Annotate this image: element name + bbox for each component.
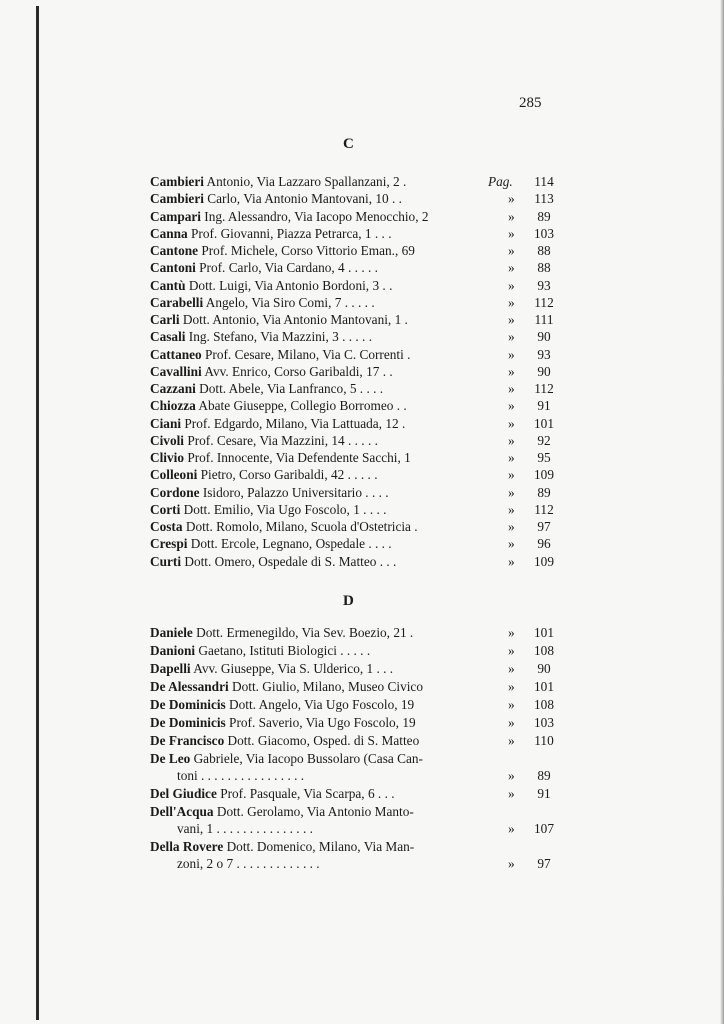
entry-details: Pietro, Corso Garibaldi, 42 . . . . .	[200, 467, 378, 483]
entry-continuation: zoni, 2 o 7 . . . . . . . . . . . . .	[177, 856, 320, 871]
index-entry	[150, 535, 560, 552]
entry-text	[150, 363, 393, 380]
page-reference: 109	[534, 467, 554, 483]
index-entry	[150, 225, 560, 242]
entry-continuation: toni . . . . . . . . . . . . . . . .	[177, 768, 305, 783]
entry-surname: Danioni	[150, 643, 196, 658]
page-marker: »	[508, 277, 515, 293]
entry-text	[150, 535, 392, 552]
page-reference: 108	[534, 697, 554, 712]
index-entry	[150, 208, 560, 225]
page-reference: 91	[537, 786, 551, 801]
index-entry	[150, 173, 560, 190]
entry-surname: De Leo	[150, 751, 191, 766]
page-marker: »	[508, 821, 515, 836]
entry-text	[150, 225, 392, 242]
page-reference: 88	[537, 243, 551, 258]
entry-surname: Cantoni	[150, 260, 196, 276]
entry-details: Dott. Giacomo, Osped. di S. Matteo	[227, 733, 420, 748]
entry-details: Prof. Michele, Corso Vittorio Eman., 69	[201, 243, 415, 258]
page-reference: 89	[537, 208, 551, 224]
page-reference: 97	[537, 519, 551, 534]
page-marker: »	[508, 679, 515, 694]
page-reference: 90	[537, 329, 551, 345]
page-marker: »	[508, 294, 515, 310]
page-marker: »	[508, 381, 515, 396]
entry-details: Dott. Luigi, Via Antonio Bordoni, 3 . .	[188, 277, 393, 293]
page-marker: »	[508, 329, 515, 345]
page-reference: 103	[534, 225, 554, 241]
index-entry	[150, 397, 560, 414]
entry-text	[150, 732, 419, 749]
entry-surname: Cantone	[150, 243, 199, 258]
entry-text	[150, 838, 414, 855]
entry-details: Dott. Giulio, Milano, Museo Civico	[232, 679, 423, 694]
entry-details: Avv. Giuseppe, Via S. Ulderico, 1 . . .	[193, 661, 394, 676]
page-reference: 97	[537, 856, 551, 871]
entry-text	[150, 190, 402, 207]
page-marker: »	[508, 697, 515, 712]
entry-text	[150, 803, 414, 820]
page-marker: »	[508, 643, 515, 658]
index-entry	[150, 484, 560, 501]
entry-text	[150, 173, 406, 190]
page-reference: 113	[534, 191, 554, 207]
entry-text	[150, 660, 393, 677]
entry-text	[150, 553, 396, 570]
page-edge-shadow	[720, 0, 724, 1024]
index-entry	[150, 642, 560, 659]
entry-surname: De Dominicis	[150, 715, 226, 730]
index-entry	[150, 190, 560, 207]
entry-text	[150, 714, 416, 731]
page-marker: »	[508, 260, 515, 276]
page-marker: »	[508, 856, 515, 871]
entry-details: Dott. Abele, Via Lanfranco, 5 . . . .	[199, 381, 384, 396]
entry-text	[150, 466, 378, 483]
entry-details: Prof. Cesare, Via Mazzini, 14 . . . . .	[187, 432, 378, 448]
entry-surname: Carabelli	[150, 294, 204, 310]
entry-surname: Civoli	[150, 432, 184, 448]
entry-details: Dott. Emilio, Via Ugo Foscolo, 1 . . . .	[183, 501, 387, 517]
page-marker: »	[508, 768, 515, 783]
entry-surname: Daniele	[150, 625, 193, 640]
page-reference: 91	[537, 398, 551, 414]
page-reference: 108	[534, 643, 554, 658]
index-entry	[150, 838, 560, 872]
entry-surname: Canna	[150, 225, 188, 241]
page-reference: 90	[537, 661, 551, 676]
entry-surname: Cantù	[150, 277, 186, 293]
entry-surname: Colleoni	[150, 467, 198, 483]
entry-details: Dott. Gerolamo, Via Antonio Manto-	[216, 804, 414, 819]
index-entry	[150, 328, 560, 345]
index-entry	[150, 432, 560, 449]
index-entry	[150, 415, 560, 432]
entry-surname: Dapelli	[150, 661, 191, 676]
entry-surname: Cambieri	[150, 191, 204, 207]
index-entry	[150, 660, 560, 677]
page-marker: »	[508, 536, 515, 552]
entry-details: Prof. Cesare, Milano, Via C. Correnti .	[205, 346, 411, 362]
entry-details: Prof. Carlo, Via Cardano, 4 . . . . .	[199, 260, 378, 276]
page-marker: »	[508, 625, 515, 640]
index-entry	[150, 294, 560, 311]
entry-surname: De Alessandri	[150, 679, 229, 694]
entry-details: Prof. Edgardo, Milano, Via Lattuada, 12 .	[184, 415, 406, 431]
index-entry	[150, 466, 560, 483]
entry-text	[150, 449, 411, 466]
entry-details: Dott. Domenico, Milano, Via Man-	[226, 839, 415, 854]
entry-surname: Costa	[150, 519, 183, 534]
entry-text	[150, 346, 410, 363]
entry-text	[150, 624, 413, 641]
page-reference: 111	[534, 312, 554, 327]
entry-surname: Cavallini	[150, 363, 202, 379]
entry-surname: Crespi	[150, 536, 188, 552]
page-marker: »	[508, 346, 515, 362]
index-entry	[150, 750, 560, 784]
entry-surname: De Francisco	[150, 733, 225, 748]
entry-text	[150, 518, 418, 535]
entry-details: Angelo, Via Siro Comi, 7 . . . . .	[205, 294, 375, 310]
entry-text	[150, 415, 405, 432]
entry-text	[150, 484, 389, 501]
entry-details: Dott. Omero, Ospedale di S. Matteo . . .	[184, 553, 397, 569]
index-entry	[150, 678, 560, 695]
entry-text	[150, 696, 414, 713]
page-reference: 112	[534, 381, 554, 396]
page-marker: »	[508, 243, 515, 258]
page-reference: 109	[534, 553, 554, 569]
index-entry	[150, 363, 560, 380]
entry-surname: Cattaneo	[150, 346, 202, 362]
page-marker: »	[508, 450, 515, 465]
index-entry	[150, 346, 560, 363]
entry-details: Prof. Giovanni, Piazza Petrarca, 1 . . .	[191, 225, 392, 241]
page-marker: »	[508, 467, 515, 483]
entry-surname: Dell'Acqua	[150, 804, 214, 819]
entry-surname: Chiozza	[150, 398, 196, 414]
page-marker: »	[508, 501, 515, 517]
entry-continuation: vani, 1 . . . . . . . . . . . . . . .	[177, 821, 313, 836]
index-entry	[150, 380, 560, 397]
index-entry	[150, 624, 560, 641]
page-marker: »	[508, 363, 515, 379]
entry-text	[150, 242, 415, 259]
index-entry	[150, 259, 560, 276]
page-marker: »	[508, 786, 515, 801]
entry-surname: Ciani	[150, 415, 182, 431]
page-marker: »	[508, 208, 515, 224]
entry-details: Prof. Pasquale, Via Scarpa, 6 . . .	[220, 786, 395, 801]
entry-surname: Della Rovere	[150, 839, 224, 854]
index-entry	[150, 311, 560, 328]
entry-details: Ing. Alessandro, Via Iacopo Menocchio, 2	[204, 208, 429, 224]
entry-details: Gabriele, Via Iacopo Bussolaro (Casa Can-	[193, 751, 423, 766]
index-entry	[150, 785, 560, 802]
entry-surname: Campari	[150, 208, 201, 224]
entry-text	[150, 277, 392, 294]
entry-text	[150, 328, 372, 345]
entry-details: Carlo, Via Antonio Mantovani, 10 . .	[207, 191, 402, 207]
page-marker: »	[508, 733, 515, 748]
section-heading-c: C	[343, 136, 355, 152]
entry-details: Dott. Angelo, Via Ugo Foscolo, 19	[229, 697, 415, 712]
index-entry	[150, 696, 560, 713]
entry-details: Gaetano, Istituti Biologici . . . . .	[198, 643, 371, 658]
index-entry	[150, 553, 560, 570]
page-reference: 90	[537, 363, 551, 379]
entry-text	[150, 642, 370, 659]
index-entry	[150, 501, 560, 518]
entry-details: Avv. Enrico, Corso Garibaldi, 17 . .	[204, 363, 393, 379]
entry-details: Abate Giuseppe, Collegio Borromeo . .	[198, 398, 407, 414]
page-reference: 112	[534, 501, 554, 517]
entry-text	[150, 750, 423, 767]
page-reference: 89	[537, 768, 551, 783]
page-marker: »	[508, 225, 515, 241]
page-marker: »	[508, 553, 515, 569]
page-reference: 107	[534, 821, 554, 836]
section-heading-d: D	[343, 593, 355, 609]
page-reference: 101	[534, 415, 554, 431]
entry-details: Prof. Saverio, Via Ugo Foscolo, 19	[229, 715, 416, 730]
page-reference: 101	[534, 679, 554, 694]
page-reference: 101	[534, 625, 554, 640]
page-marker: »	[508, 415, 515, 431]
entry-surname: Curti	[150, 553, 182, 569]
entry-text	[150, 501, 386, 518]
entry-surname: Cordone	[150, 484, 200, 500]
entry-surname: Casali	[150, 329, 186, 345]
entry-surname: Del Giudice	[150, 786, 217, 801]
entry-details: Isidoro, Palazzo Universitario . . . .	[202, 484, 389, 500]
index-entry	[150, 714, 560, 731]
entry-text	[150, 294, 375, 311]
page-reference: 93	[537, 277, 551, 293]
page-reference: 88	[537, 260, 551, 276]
entry-text	[150, 785, 395, 802]
entry-text	[150, 397, 407, 414]
page-reference: 93	[537, 346, 551, 362]
page-reference: 96	[537, 536, 551, 552]
page-marker: »	[508, 191, 515, 207]
index-entry	[150, 803, 560, 837]
page-marker: »	[508, 398, 515, 414]
entry-surname: Cazzani	[150, 381, 196, 396]
page-marker: Pag.	[488, 174, 513, 189]
entry-surname: Corti	[150, 501, 181, 517]
entry-details: Prof. Innocente, Via Defendente Sacchi, 1	[187, 450, 411, 465]
entry-details: Dott. Romolo, Milano, Scuola d'Ostetricia .	[185, 519, 418, 534]
index-entry	[150, 277, 560, 294]
entry-surname: Carli	[150, 312, 180, 327]
entry-surname: Cambieri	[150, 174, 204, 189]
page-marker: »	[508, 715, 515, 730]
entry-text	[150, 259, 378, 276]
entry-text	[150, 380, 383, 397]
page-reference: 112	[534, 294, 554, 310]
entry-text	[150, 432, 378, 449]
entry-details: Dott. Ercole, Legnano, Ospedale . . . .	[190, 536, 392, 552]
index-entry	[150, 732, 560, 749]
index-entry	[150, 518, 560, 535]
entry-text	[150, 208, 429, 225]
page-number: 285	[519, 95, 542, 111]
entry-text	[150, 678, 423, 695]
entry-surname: Clivio	[150, 450, 184, 465]
page-reference: 95	[537, 450, 551, 465]
page-marker: »	[508, 661, 515, 676]
entry-surname: De Dominicis	[150, 697, 226, 712]
page-marker: »	[508, 432, 515, 448]
entry-details: Ing. Stefano, Via Mazzini, 3 . . . . .	[188, 329, 373, 345]
binding-edge	[36, 6, 39, 1020]
page-reference: 89	[537, 484, 551, 500]
page-reference: 114	[534, 174, 554, 189]
entry-details: Dott. Antonio, Via Antonio Mantovani, 1 .	[182, 312, 408, 327]
page-marker: »	[508, 484, 515, 500]
page-reference: 110	[534, 733, 554, 748]
page-marker: »	[508, 519, 515, 534]
index-entry	[150, 449, 560, 466]
entry-details: Antonio, Via Lazzaro Spallanzani, 2 .	[206, 174, 407, 189]
page-reference: 103	[534, 715, 554, 730]
index-entry	[150, 242, 560, 259]
page-marker: »	[508, 312, 515, 327]
entry-text	[150, 311, 408, 328]
entry-details: Dott. Ermenegildo, Via Sev. Boezio, 21 .	[196, 625, 414, 640]
page-reference: 92	[537, 432, 551, 448]
